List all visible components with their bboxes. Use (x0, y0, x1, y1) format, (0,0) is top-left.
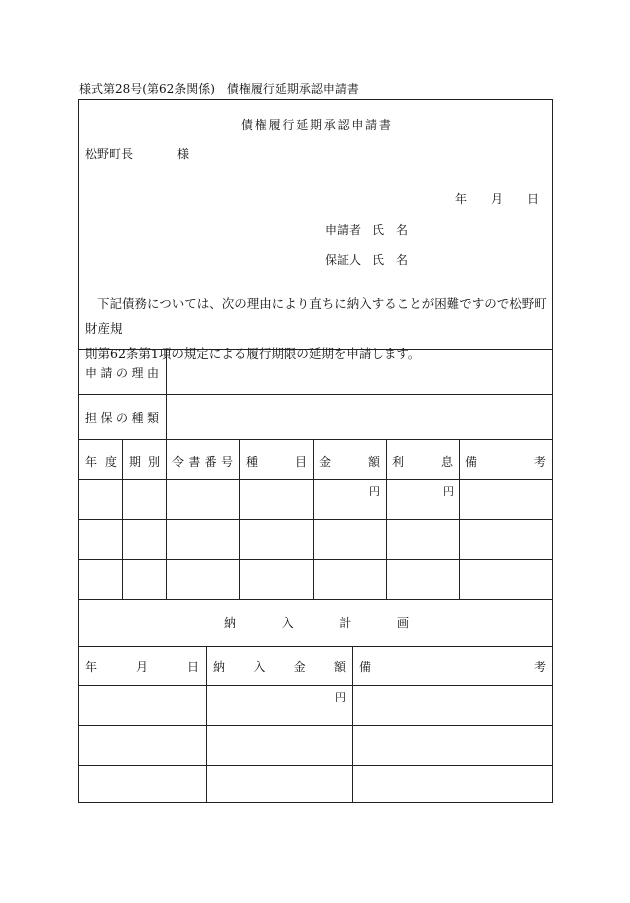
plan-column-header-payment-amount (213, 658, 346, 675)
label-char: 入 (253, 660, 266, 674)
label-char: の (115, 411, 128, 425)
label-char: 令 (172, 455, 185, 469)
column-header-amount (319, 453, 380, 470)
label-char: 書 (378, 118, 391, 132)
label-char: 保 (100, 411, 113, 425)
label-char: 延 (296, 118, 309, 132)
label-char: 日 (186, 660, 199, 674)
applicant-label: 申請者 (325, 223, 362, 237)
form-caption: 様式第28号(第62条関係) 債権履行延期承認申請書 (79, 82, 359, 96)
amount-yen-unit: 円 (369, 485, 380, 498)
date-month: 月 (491, 192, 504, 206)
request-statement-line-2: 則第62条第1項の規定による履行期限の延期を申請します。 (85, 346, 421, 361)
column-header-notice-number (172, 453, 233, 470)
label-char: 別 (147, 455, 160, 469)
label-char: 年 (85, 455, 98, 469)
column-header-period (129, 453, 160, 470)
column-header-item (246, 453, 307, 470)
label-char: の (115, 366, 128, 380)
plan-amount-yen-unit: 円 (335, 691, 346, 704)
label-char: 申 (351, 118, 364, 132)
column-header-interest (392, 453, 453, 470)
label-char: 請 (365, 118, 378, 132)
label-char: 画 (396, 616, 409, 630)
label-char: 息 (440, 455, 453, 469)
label-char: 金 (293, 660, 306, 674)
label-char: 月 (135, 660, 148, 674)
label-char: 期 (309, 118, 322, 132)
label-char: 請 (100, 366, 113, 380)
label-char: 入 (281, 616, 294, 630)
plan-column-header-remarks (359, 658, 546, 675)
label-char: 考 (533, 455, 546, 469)
request-statement (85, 291, 547, 366)
column-header-remarks (465, 453, 546, 470)
label-char: 類 (146, 411, 159, 425)
applicant-name-label: 氏 名 (372, 223, 409, 237)
addressee: 松野町長 (85, 147, 134, 161)
label-char: 履 (268, 118, 281, 132)
label-char: 種 (246, 455, 259, 469)
label-char: 担 (85, 411, 98, 425)
label-char: 目 (294, 455, 307, 469)
label-char: 利 (392, 455, 405, 469)
label-char: 認 (337, 118, 350, 132)
guarantor-name-label: 氏 名 (372, 253, 409, 267)
date-day: 日 (527, 192, 540, 206)
reason-label (85, 364, 159, 381)
label-char: 年 (85, 660, 98, 674)
label-char: 納 (224, 616, 237, 630)
guarantor-label: 保証人 (325, 253, 362, 267)
form-title (241, 116, 391, 133)
collateral-label (85, 409, 159, 426)
date-year: 年 (455, 192, 468, 206)
interest-yen-unit: 円 (443, 485, 454, 498)
plan-column-header-date (85, 658, 199, 675)
application-form (78, 99, 553, 803)
label-char: 度 (104, 455, 117, 469)
payment-plan-title (224, 614, 409, 631)
request-statement-line-1: 下記債務については、次の理由により直ちに納入することが困難ですので松野町財産規 (85, 296, 547, 336)
honorific: 様 (177, 147, 190, 161)
label-char: 承 (323, 118, 336, 132)
label-char: 金 (319, 455, 332, 469)
label-char: 納 (213, 660, 226, 674)
label-char: 債 (241, 118, 254, 132)
label-char: 計 (339, 616, 352, 630)
label-char: 権 (254, 118, 267, 132)
label-char: 種 (131, 411, 144, 425)
label-char: 申 (85, 366, 98, 380)
label-char: 号 (220, 455, 233, 469)
label-char: 行 (282, 118, 295, 132)
label-char: 理 (131, 366, 144, 380)
label-char: 考 (533, 660, 546, 674)
label-char: 額 (367, 455, 380, 469)
column-header-fiscal-year (85, 453, 117, 470)
label-char: 番 (204, 455, 217, 469)
label-char: 由 (146, 366, 159, 380)
label-char: 期 (129, 455, 142, 469)
label-char: 備 (465, 455, 478, 469)
label-char: 備 (359, 660, 372, 674)
label-char: 額 (333, 660, 346, 674)
label-char: 書 (188, 455, 201, 469)
